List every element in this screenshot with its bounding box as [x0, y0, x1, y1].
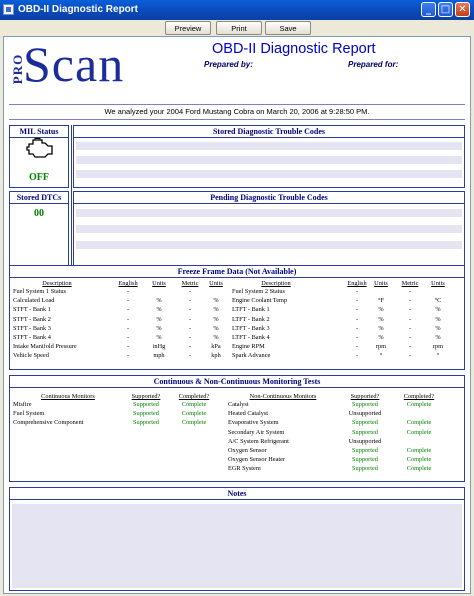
freeze-left-row-value: - [126, 324, 130, 332]
noncont-monitor-status: Supported [352, 456, 378, 464]
freeze-left-row-value: % [213, 306, 219, 314]
freeze-right-row-value: °F [377, 297, 385, 305]
freeze-right-row-value: ° [379, 352, 383, 360]
cont-monitor-status: Complete [181, 410, 207, 418]
maximize-button[interactable]: □ [438, 2, 453, 17]
freeze-left-row-value: - [188, 343, 192, 351]
mil-status-value: OFF [29, 172, 49, 183]
noncont-monitor-name: Evaporative System [228, 419, 279, 427]
freeze-left-col-header: Units [209, 280, 223, 287]
freeze-left-row-value: kph [211, 352, 221, 360]
cont-monitor-status: Complete [181, 419, 207, 427]
app-icon [3, 4, 14, 15]
freeze-right-col-header: Units [431, 280, 445, 287]
noncont-monitor-name: EGR System [228, 465, 261, 473]
noncont-monitor-status: Supported [352, 465, 378, 473]
freeze-left-row-value: kPa [211, 343, 221, 351]
freeze-left-row-value: - [188, 324, 192, 332]
noncont-monitor-name: Heated Catalyst [228, 410, 269, 418]
toolbar [0, 20, 474, 36]
stored-code-row [76, 142, 462, 150]
noncont-monitor-name: Oxygen Sensor [228, 447, 267, 454]
cont-monitor-status: Supported [133, 401, 159, 408]
freeze-left-row-label: Calculated Load [13, 297, 55, 305]
logo-scan-text: Scan [23, 36, 125, 92]
freeze-right-row-value: - [355, 343, 359, 351]
freeze-left-row-value: % [213, 297, 219, 305]
freeze-right-row-value: - [408, 324, 412, 332]
stored-codes-header: Stored Diagnostic Trouble Codes [74, 126, 464, 138]
freeze-right-row-value: - [355, 334, 359, 341]
cont-monitor-status: Supported [133, 410, 159, 418]
freeze-right-row-value: - [408, 306, 412, 314]
freeze-right-row-value: - [408, 297, 412, 305]
pending-code-row [76, 209, 462, 217]
freeze-right-row-value: - [355, 324, 359, 332]
cont-monitor-status: Complete [181, 401, 207, 408]
freeze-left-row-value: % [156, 315, 162, 323]
freeze-left-row-label: STFT - Bank 1 [13, 306, 51, 314]
stored-code-row [76, 170, 462, 178]
cont-monitor-name: Misfire [13, 401, 32, 408]
freeze-left-row-label: Intake Manifold Pressure [13, 343, 77, 351]
noncont-monitor-status: Supported [352, 419, 378, 427]
freeze-left-row-value: % [213, 315, 219, 323]
pending-code-row [76, 241, 462, 249]
cont-monitor-status: Supported [133, 419, 159, 427]
freeze-right-row-value: rpm [375, 343, 387, 351]
freeze-left-row-value: - [126, 334, 130, 341]
noncont-monitors-col-header: Non-Continuous Monitors [249, 393, 317, 400]
freeze-left-row-value: - [188, 297, 192, 305]
noncont-monitor-status: Complete [406, 401, 432, 408]
stored-dtcs-header: Stored DTCs [10, 192, 68, 204]
freeze-left-row-label: STFT - Bank 3 [13, 324, 51, 332]
freeze-right-row-label: Engine RPM [232, 343, 265, 351]
close-button[interactable]: ✕ [455, 2, 470, 17]
freeze-right-row-value: °C [434, 297, 442, 305]
freeze-right-row-value: % [435, 324, 441, 332]
freeze-right-row-value: - [355, 315, 359, 323]
check-engine-icon [26, 138, 54, 160]
freeze-left-row-value: - [126, 352, 130, 360]
freeze-left-row-value: % [156, 306, 162, 314]
freeze-right-row-value: % [378, 315, 384, 323]
prepared-by-label: Prepared by: [204, 60, 253, 69]
noncont-monitor-status: Supported [352, 401, 378, 408]
freeze-right-row-value: % [435, 315, 441, 323]
freeze-left-row-value: % [213, 334, 219, 341]
freeze-right-row-label: Spark Advance [232, 352, 271, 360]
freeze-right-row-value: % [378, 334, 384, 341]
freeze-right-row-value: - [355, 297, 359, 305]
notes-panel [9, 487, 465, 591]
freeze-left-row-label: STFT - Bank 4 [13, 334, 51, 341]
noncont-monitor-status: Unsupported [348, 410, 382, 418]
monitoring-tests-header: Continuous & Non-Continuous Monitoring Tests [10, 376, 464, 388]
freeze-left-row-value: - [126, 297, 130, 305]
freeze-left-col-header: Units [152, 280, 166, 287]
freeze-left-row-value: inHg [152, 343, 166, 351]
freeze-left-row-value: % [156, 297, 162, 305]
freeze-left-row-value: % [156, 324, 162, 332]
stored-code-row [76, 156, 462, 164]
freeze-right-row-label: Engine Coolant Temp [232, 297, 288, 305]
noncont-monitor-status: Complete [406, 419, 432, 427]
freeze-right-row-value: % [378, 324, 384, 332]
freeze-left-row-value: mph [153, 352, 165, 360]
freeze-left-col-header: Description [42, 280, 72, 287]
pending-codes-header: Pending Diagnostic Trouble Codes [74, 192, 464, 204]
noncont-monitor-status: Complete [406, 447, 432, 454]
proscan-logo [9, 36, 144, 97]
freeze-right-row-value: - [355, 352, 359, 360]
freeze-right-row-value: - [355, 306, 359, 314]
freeze-left-row-value: - [188, 315, 192, 323]
freeze-left-row-label: STFT - Bank 2 [13, 315, 51, 323]
freeze-right-row-value: ° [436, 352, 440, 360]
noncont-monitor-status: Complete [406, 456, 432, 464]
noncont-monitor-status: Supported [352, 428, 378, 436]
window-title: OBD-II Diagnostic Report [18, 4, 139, 15]
freeze-right-row-value: - [408, 352, 412, 360]
freeze-left-row-value: - [188, 306, 192, 314]
logo-pro-text: PRO [10, 53, 26, 85]
prepared-for-label: Prepared for: [348, 60, 399, 69]
noncont-monitor-name: A/C System Refrigerant [228, 437, 289, 445]
title-bar [0, 0, 474, 20]
freeze-left-row-value: - [188, 352, 192, 360]
noncont-monitor-name: Secondary Air System [228, 428, 285, 436]
freeze-left-row-value: % [156, 334, 162, 341]
freeze-right-col-header: Metric [401, 280, 419, 287]
freeze-right-row-value: - [408, 343, 412, 351]
freeze-left-col-header: Metric [181, 280, 199, 287]
freeze-left-row-value: % [213, 324, 219, 332]
freeze-right-col-header: English [347, 280, 367, 287]
cont-monitor-name: Comprehensive Component [13, 419, 84, 427]
freeze-left-row-value: - [126, 315, 130, 323]
freeze-left-row-label: Fuel System 1 Status [13, 288, 67, 295]
noncont-monitors-col-header: Supported? [350, 393, 380, 400]
notes-area[interactable] [12, 504, 462, 588]
noncont-monitor-status: Complete [406, 465, 432, 473]
freeze-left-row-value: - [126, 288, 130, 295]
freeze-right-row-label: LTFT - Bank 4 [232, 334, 270, 341]
preview-button[interactable]: Preview [165, 21, 211, 35]
pending-code-row [76, 225, 462, 233]
freeze-left-row-label: Vehicle Speed [13, 352, 49, 360]
freeze-right-row-label: LTFT - Bank 3 [232, 324, 270, 332]
stored-dtcs-count: 00 [34, 208, 44, 219]
freeze-left-row-value: - [126, 343, 130, 351]
freeze-frame-panel [9, 265, 465, 370]
freeze-right-col-header: Description [261, 280, 291, 287]
print-button[interactable]: Print [216, 21, 262, 35]
cont-monitors-col-header: Completed? [178, 393, 210, 400]
freeze-left-row-value: - [126, 306, 130, 314]
minimize-button[interactable]: _ [421, 2, 436, 17]
noncont-monitors-col-header: Completed? [403, 393, 435, 400]
freeze-right-row-value: - [355, 288, 359, 295]
notes-header: Notes [10, 488, 464, 500]
freeze-right-row-value: % [435, 306, 441, 314]
report-view[interactable] [3, 36, 471, 594]
noncont-monitor-status: Unsupported [348, 437, 382, 445]
noncont-monitor-status: Supported [352, 447, 378, 454]
freeze-left-col-header: English [118, 280, 138, 287]
freeze-right-row-value: - [408, 288, 412, 295]
noncont-monitor-name: Catalyst [228, 401, 249, 408]
mil-status-header: MIL Status [10, 126, 68, 138]
stored-codes-panel [73, 125, 465, 188]
freeze-right-row-value: % [378, 306, 384, 314]
freeze-right-row-value: - [408, 315, 412, 323]
freeze-right-row-value: - [408, 334, 412, 341]
freeze-left-row-value: - [188, 334, 192, 341]
freeze-right-col-header: Units [374, 280, 388, 287]
mil-status-panel [9, 125, 69, 188]
noncont-monitor-status: Complete [406, 428, 432, 436]
freeze-frame-header: Freeze Frame Data (Not Available) [10, 266, 464, 278]
noncont-monitor-name: Oxygen Sensor Heater [228, 456, 286, 464]
save-button[interactable]: Save [265, 21, 311, 35]
cont-monitors-col-header: Continuous Monitors [41, 393, 95, 400]
cont-monitors-col-header: Supported? [131, 393, 161, 400]
freeze-left-row-value: - [188, 288, 192, 295]
freeze-right-row-value: rpm [432, 343, 444, 351]
freeze-right-row-value: % [435, 334, 441, 341]
monitoring-tests-panel [9, 375, 465, 482]
freeze-right-row-label: LTFT - Bank 2 [232, 315, 270, 323]
cont-monitor-name: Fuel System [13, 410, 45, 418]
report-title: OBD-II Diagnostic Report [212, 41, 376, 57]
intro-text: We analyzed your 2004 Ford Mustang Cobra on March 20, 2006 at 9:28:50 PM. [9, 104, 465, 120]
freeze-right-row-label: Fuel System 2 Status [232, 288, 286, 295]
freeze-right-row-label: LTFT - Bank 1 [232, 306, 270, 314]
